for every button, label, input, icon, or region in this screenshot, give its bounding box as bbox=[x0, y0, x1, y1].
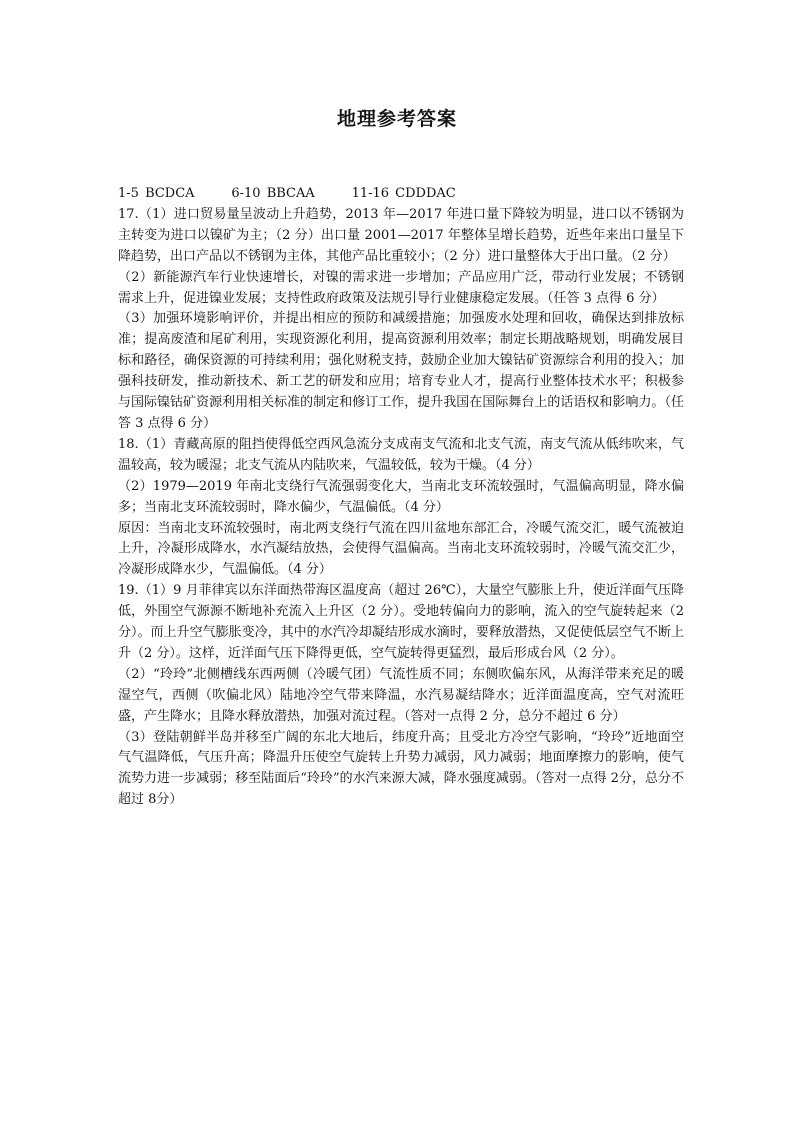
q17-part-2: （2）新能源汽车行业快速增长，对镍的需求进一步增加；产品应用广泛，带动行业发展；不锈钢需求上升，促进镍业发展；支持性政府政策及法规引导行业健康稳定发展。（任答 3 点得 6 分） bbox=[118, 269, 684, 306]
q19-part-3: （3）登陆朝鲜半岛并移至广阔的东北大地后，纬度升高；且受北方冷空气影响，“玲玲”近地面空气气温降低，气压升高；降温升压使空气旋转上升势力减弱，风力减弱；地面摩擦力的影响，使气流势力进一步减弱；移至陆面后“玲玲”的水汽来源大减，降水强度减弱。（答对一点得 2分，总分不超过 8分） bbox=[118, 729, 684, 808]
q19-part-2: （2）“玲玲”北侧槽线东西两侧（冷暖气团）气流性质不同；东侧吹偏东风，从海洋带来充足的暖湿空气，西侧（吹偏北风）陆地冷空气带来降温，水汽易凝结降水；近洋面温度高，空气对流旺盛，产生降水；且降水释放潜热，加强对流过程。（答对一点得 2 分，总分不超过 6 分） bbox=[118, 666, 684, 724]
question-19 bbox=[118, 581, 689, 811]
question-18 bbox=[118, 435, 684, 581]
page-title: 地理参考答案 bbox=[336, 108, 457, 130]
q17-part-3: （3）加强环境影响评价，并提出相应的预防和减缓措施；加强废水处理和回收，确保达到排放标准；提高废渣和尾矿利用，实现资源化利用，提高资源利用效率；制定长期战略规划，明确发展目标和路径，确保资源的可持续利用；强化财税支持，鼓励企业加大镍钴矿资源综合利用的投入；加强科技研发，推动新技术、新工艺的研发和应用；培育专业人才，提高行业整体技术水平；积极参与国际镍钴矿资源利用相关标准的制定和修订工作，提升我国在国际舞台上的话语权和影响力。（任答 3 点得 6 分） bbox=[118, 311, 684, 431]
q18-part-2: （2）1979—2019 年南北支绕行气流强弱变化大，当南北支环流较强时，气温偏高明显，降水偏多；当南北支环流较弱时，降水偏少，气温偏低。（4 分） bbox=[118, 478, 684, 515]
multiple-choice-answers: 1-5 BCDCA 6-10 BBCAA 11-16 CDDDAC bbox=[118, 186, 456, 201]
q18-part-1: 18.（1）青藏高原的阻挡使得低空西风急流分支成南支气流和北支气流，南支气流从低纬吹来，气温较高，较为暖湿；北支气流从内陆吹来，气温较低，较为干燥。（4 分） bbox=[118, 436, 684, 473]
question-17 bbox=[118, 205, 684, 435]
q17-part-1: 17.（1）进口贸易量呈波动上升趋势，2013 年—2017 年进口量下降较为明显，进口以不锈钢为主转变为进口以镍矿为主；（2 分）出口量 2001—2017 年整体呈增长趋势，近些年来出口量呈下降趋势，出口产品以不锈钢为主体，其他产品比重较小；（2 分）进口量整体大于出口量。（2 分） bbox=[118, 206, 684, 264]
q19-part-1: 19.（1）9 月菲律宾以东洋面热带海区温度高（超过 26℃），大量空气膨胀上升，使近洋面气压降低，外围空气源源不断地补充流入上升区（2 分）。受地转偏向力的影响，流入的空气旋转起来（2 分）。而上升空气膨胀变冷，其中的水汽冷却凝结形成水滴时，要释放潜热，又促使低层空气不断上升（2 分）。这样，近洋面气压下降得更低，空气旋转得更猛烈，最后形成台风（2 分）。 bbox=[118, 583, 689, 661]
answer-content bbox=[118, 184, 689, 811]
q18-reason: 原因：当南北支环流较强时，南北两支绕行气流在四川盆地东部汇合，冷暖气流交汇，暖气流被迫上升，冷凝形成降水，水汽凝结放热，会使得气温偏高。当南北支环流较弱时，冷暖气流交汇少，冷凝形成降水少，气温偏低。（4 分） bbox=[118, 520, 684, 578]
